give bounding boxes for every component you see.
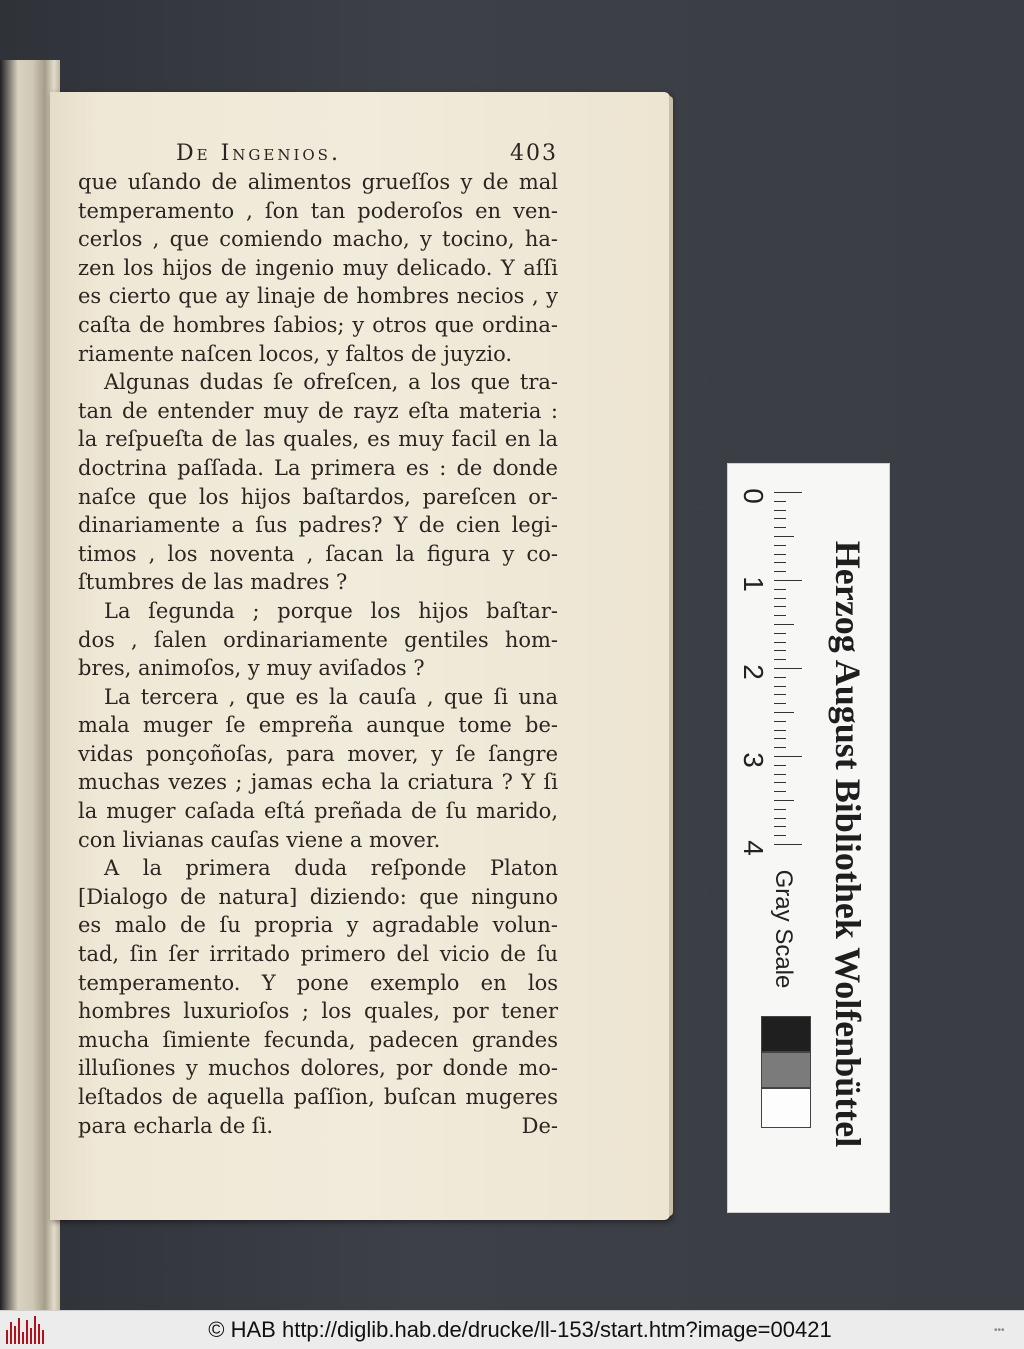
library-name: Herzog August Bibliothek Wolfenbüttel bbox=[828, 540, 868, 1148]
text-line: temperamento. Y pone exemplo en los bbox=[78, 970, 558, 995]
ruler-tick bbox=[774, 562, 786, 563]
ruler-tick bbox=[774, 800, 794, 801]
ruler-numbers bbox=[734, 464, 774, 884]
text-line: Algunas dudas ſe ofreſcen, a los que tra- bbox=[104, 370, 558, 395]
ruler-tick bbox=[774, 738, 786, 739]
running-head bbox=[78, 140, 558, 168]
text-line: tad, ſin ſer irritado primero del vicio de ſu bbox=[78, 942, 558, 967]
facing-page-fragments bbox=[10, 160, 40, 1260]
ruler-tick bbox=[774, 527, 786, 528]
hab-logo-icon bbox=[6, 1316, 46, 1344]
ruler-tick bbox=[774, 650, 786, 651]
text-line: temperamento , ſon tan poderoſos en ven- bbox=[78, 198, 558, 223]
page-text bbox=[78, 140, 558, 1140]
ruler-tick bbox=[774, 510, 786, 511]
ruler-tick bbox=[774, 633, 786, 634]
text-line: dos , ſalen ordinariamente gentiles hom- bbox=[78, 627, 558, 652]
ruler-tick bbox=[774, 624, 794, 625]
ruler-tick bbox=[774, 712, 794, 713]
ruler-tick bbox=[774, 747, 786, 748]
logo-bar bbox=[34, 1316, 36, 1344]
ruler-tick bbox=[774, 501, 786, 502]
ruler-tick bbox=[774, 835, 786, 836]
logo-bar bbox=[38, 1324, 40, 1344]
text-line: zen los hijos de ingenio muy delicado. Y aſſi bbox=[78, 255, 558, 280]
text-line: con livianas cauſas viene a mover. bbox=[78, 827, 441, 852]
ruler-tick bbox=[774, 659, 786, 660]
ruler-brand bbox=[808, 484, 888, 1204]
text-line: dinariamente a ſus padres? Y de cien legi- bbox=[78, 513, 558, 538]
ruler-tick bbox=[774, 694, 786, 695]
ruler-tick bbox=[774, 492, 802, 493]
gray-scale-label: Gray Scale bbox=[770, 869, 797, 989]
text-line: que uſando de alimentos grueſſos y de mal bbox=[78, 170, 558, 194]
footer-bar bbox=[0, 1310, 1024, 1349]
ruler-tick bbox=[774, 571, 786, 572]
text-line: caſta de hombres ſabios; y otros que ordina- bbox=[78, 312, 558, 337]
logo-bar bbox=[14, 1326, 16, 1344]
logo-bar bbox=[30, 1328, 32, 1344]
text-lines bbox=[78, 168, 558, 1112]
last-line bbox=[78, 1112, 558, 1141]
text-line: muchas vezes ; jamas echa la criatura ? Y ſi bbox=[78, 770, 558, 795]
text-line: leſtados de aquella paſſion, buſcan mugeres bbox=[78, 1085, 558, 1109]
ruler-number-0: 0 bbox=[738, 488, 769, 504]
ruler-tick bbox=[774, 774, 786, 775]
ruler-tick bbox=[774, 844, 802, 845]
ruler-tick bbox=[774, 765, 786, 766]
logo-bar bbox=[10, 1322, 12, 1344]
swatch-white bbox=[761, 1088, 811, 1128]
text-line: timos , los noventa , ſacan la figura y co- bbox=[78, 541, 558, 566]
text-line: cerlos , que comiendo macho, y tocino, ha- bbox=[78, 227, 558, 252]
measurement-ruler bbox=[727, 463, 890, 1213]
gray-scale-label-wrap bbox=[753, 859, 813, 999]
ruler-tick bbox=[774, 677, 786, 678]
ruler-tick bbox=[774, 826, 786, 827]
ruler-number-4: 4 bbox=[738, 840, 769, 856]
text-line: mucha ſimiente fecunda, padecen grandes bbox=[78, 1027, 558, 1052]
text-line: ſtumbres de las madres ? bbox=[78, 570, 348, 595]
ruler-tick bbox=[774, 589, 786, 590]
ruler-tick bbox=[774, 730, 786, 731]
text-line: hombres luxurioſos ; los quales, por tener bbox=[78, 999, 558, 1024]
ruler-tick bbox=[774, 791, 786, 792]
ruler-tick bbox=[774, 580, 802, 581]
ruler-tick bbox=[774, 782, 786, 783]
swatch-black bbox=[761, 1016, 811, 1052]
page-edge bbox=[669, 96, 673, 1216]
logo-bar bbox=[18, 1318, 20, 1344]
text-line: La ſegunda ; porque los hijos baſtar- bbox=[104, 598, 558, 623]
text-line: riamente naſcen locos, y faltos de juyzio. bbox=[78, 341, 513, 366]
ruler-tick bbox=[774, 606, 786, 607]
text-line: la reſpueſta de las quales, es muy facil en la bbox=[78, 427, 558, 452]
ruler-tick bbox=[774, 598, 786, 599]
footer-citation: © HAB http://diglib.hab.de/drucke/ll-153/start.htm?image=00421 bbox=[208, 1317, 832, 1342]
text-line: A la primera duda reſponde Platon bbox=[104, 856, 558, 881]
text-line: la muger caſada eſtá preñada de ſu marido, bbox=[78, 799, 558, 824]
text-line: tan de entender muy de rayz eſta materia : bbox=[78, 398, 558, 423]
ruler-tick bbox=[774, 721, 786, 722]
ruler-tick bbox=[774, 686, 786, 687]
logo-bar bbox=[22, 1332, 24, 1344]
text-line: es cierto que ay linaje de hombres necios , y bbox=[78, 284, 558, 309]
text-line: bres, animoſos, y muy aviſados ? bbox=[78, 656, 425, 681]
footer-dots: ••• bbox=[994, 1324, 1005, 1336]
text-line: naſce que los hijos baſtardos, pareſcen or- bbox=[78, 484, 558, 509]
ruler-number-1: 1 bbox=[738, 576, 769, 592]
ruler-tick bbox=[774, 518, 786, 519]
logo-bar bbox=[42, 1330, 44, 1344]
text-line: vidas ponçoñoſas, para mover, y ſe ſangre bbox=[78, 741, 558, 766]
ruler-ticks bbox=[774, 492, 804, 852]
text-line: [Dialogo de natura] diziendo: que ninguno bbox=[78, 884, 558, 909]
ruler-number-2: 2 bbox=[738, 664, 769, 680]
logo-bar bbox=[26, 1320, 28, 1344]
running-head-title: De Ingenios. bbox=[176, 141, 341, 166]
ruler-tick bbox=[774, 668, 802, 669]
ruler-tick bbox=[774, 809, 786, 810]
ruler-tick bbox=[774, 756, 802, 757]
ruler-tick bbox=[774, 554, 786, 555]
text-line: La tercera , que es la cauſa , que ſi una bbox=[104, 684, 558, 709]
book-page bbox=[50, 92, 670, 1220]
text-line: es malo de ſu propria y agradable volun- bbox=[78, 913, 558, 938]
text-line: illuſiones y muchos dolores, por donde mo- bbox=[78, 1056, 558, 1081]
ruler-tick bbox=[774, 703, 786, 704]
ruler-tick bbox=[774, 545, 786, 546]
page-number: 403 bbox=[510, 141, 558, 166]
text-line: para echarla de ſi. bbox=[78, 1113, 274, 1138]
ruler-tick bbox=[774, 818, 786, 819]
logo-bar bbox=[6, 1330, 8, 1344]
catchword: De- bbox=[521, 1113, 558, 1138]
text-line: doctrina paſſada. La primera es : de donde bbox=[78, 455, 558, 480]
text-line: mala muger ſe empreña aunque tome be- bbox=[78, 713, 558, 738]
ruler-tick bbox=[774, 615, 786, 616]
swatch-gray bbox=[761, 1052, 811, 1088]
ruler-tick bbox=[774, 536, 794, 537]
ruler-tick bbox=[774, 642, 786, 643]
ruler-number-3: 3 bbox=[738, 752, 769, 768]
